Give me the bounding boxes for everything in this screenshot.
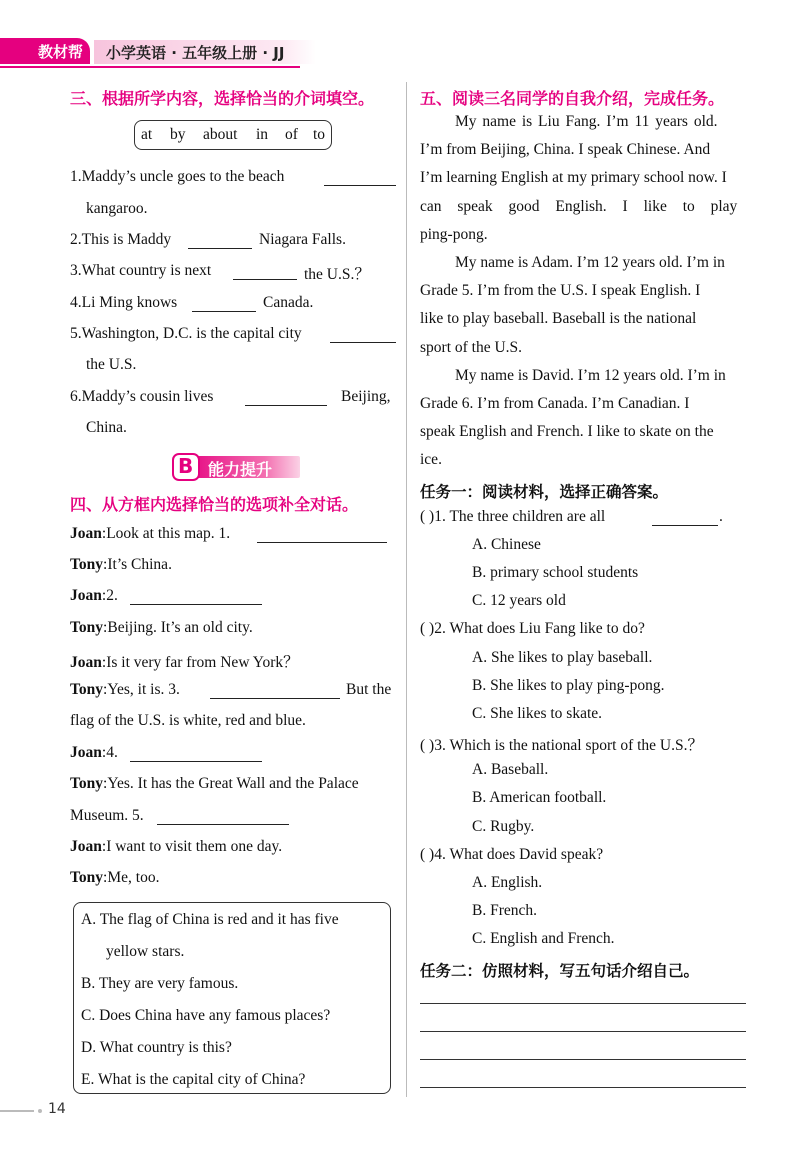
exercise-item: 2.This is Maddy xyxy=(70,231,172,248)
option-item: C. Does China have any famous places? xyxy=(81,1007,331,1024)
header-title: 小学英语 · 五年级上册 · JJ xyxy=(106,44,285,62)
answer-blank[interactable] xyxy=(130,749,262,762)
passage-line: Grade 5. I’m from the U.S. I speak English. I xyxy=(420,282,701,299)
option-item: E. What is the capital city of China? xyxy=(81,1071,306,1088)
section5-title: 五、阅读三名同学的自我介绍，完成任务。 xyxy=(420,89,725,108)
answer-blank[interactable] xyxy=(130,592,262,605)
answer-option[interactable]: B. French. xyxy=(472,902,538,919)
option-item: D. What country is this? xyxy=(81,1039,232,1056)
answer-option[interactable]: A. Chinese xyxy=(472,536,541,553)
section3-title: 三、根据所学内容，选择恰当的介词填空。 xyxy=(70,89,375,108)
word-option: about xyxy=(203,126,238,143)
answer-blank[interactable] xyxy=(245,393,327,406)
answer-option[interactable]: A. English. xyxy=(472,874,543,891)
question: ( )4. What does David speak? xyxy=(420,846,604,863)
options-box xyxy=(73,902,391,1094)
dialogue-line-cont: But the xyxy=(346,681,392,698)
exercise-item-cont: Niagara Falls. xyxy=(259,231,346,248)
passage-line: can speak good English. I like to play xyxy=(420,198,738,215)
passage-line: My name is Adam. I’m 12 years old. I’m in xyxy=(455,254,725,271)
option-item: B. They are very famous. xyxy=(81,975,239,992)
task2-title: 任务二：仿照材料，写五句话介绍自己。 xyxy=(420,962,700,980)
question-end: . xyxy=(719,508,723,525)
section4-title: 四、从方框内选择恰当的选项补全对话。 xyxy=(70,495,359,514)
passage-line: I’m learning English at my primary school now. I xyxy=(420,169,727,186)
dialogue-line: Tony:Yes. It has the Great Wall and the Palace xyxy=(70,775,359,792)
answer-blank[interactable] xyxy=(157,812,289,825)
writing-line[interactable] xyxy=(420,1003,746,1004)
dialogue-line-cont: flag of the U.S. is white, red and blue. xyxy=(70,712,306,729)
banner-label: 能力提升 xyxy=(208,460,273,479)
question: ( )2. What does Liu Fang like to do? xyxy=(420,620,645,637)
answer-option[interactable]: A. Baseball. xyxy=(472,761,549,778)
answer-option[interactable]: C. English and French. xyxy=(472,930,615,947)
word-option: at xyxy=(141,126,153,143)
passage-line: speak English and French. I like to skate on the xyxy=(420,423,714,440)
dialogue-line-cont: Museum. 5. xyxy=(70,807,144,824)
answer-option[interactable]: B. She likes to play ping-pong. xyxy=(472,677,665,694)
exercise-item-cont: China. xyxy=(86,419,127,436)
answer-option[interactable]: B. primary school students xyxy=(472,564,639,581)
exercise-item: 6.Maddy’s cousin lives xyxy=(70,388,214,405)
dialogue-line: Joan:Is it very far from New York？ xyxy=(70,654,299,671)
banner-letter: B xyxy=(178,454,194,478)
writing-line[interactable] xyxy=(420,1087,746,1088)
answer-blank[interactable] xyxy=(324,173,396,186)
dialogue-line: Tony:Me, too. xyxy=(70,869,160,886)
footer-dot xyxy=(38,1109,42,1113)
page-number: 14 xyxy=(48,1101,66,1117)
answer-option[interactable]: C. Rugby. xyxy=(472,818,535,835)
answer-blank[interactable] xyxy=(652,513,718,526)
exercise-item: 4.Li Ming knows xyxy=(70,294,178,311)
dialogue-line: Joan:4. xyxy=(70,744,118,761)
exercise-item-cont: the U.S. xyxy=(86,356,137,373)
word-option: in xyxy=(256,126,269,143)
answer-blank[interactable] xyxy=(233,267,297,280)
column-divider xyxy=(406,82,407,1097)
word-box xyxy=(134,120,332,150)
dialogue-line: Joan:Look at this map. 1. xyxy=(70,525,231,542)
dialogue-line: Joan:I want to visit them one day. xyxy=(70,838,283,855)
answer-blank[interactable] xyxy=(210,686,340,699)
dialogue-line: Tony:Yes, it is. 3. xyxy=(70,681,180,698)
word-option: by xyxy=(170,126,186,143)
exercise-item: 3.What country is next xyxy=(70,262,212,279)
passage-line: ice. xyxy=(420,451,442,468)
answer-option[interactable]: B. American football. xyxy=(472,789,607,806)
passage-line: My name is David. I’m 12 years old. I’m in xyxy=(455,367,726,384)
dialogue-line: Tony:Beijing. It’s an old city. xyxy=(70,619,253,636)
task1-title: 任务一：阅读材料，选择正确答案。 xyxy=(420,483,669,501)
question: ( )3. Which is the national sport of the U.S.？ xyxy=(420,737,703,754)
option-item: A. The flag of China is red and it has five xyxy=(81,911,339,928)
footer-rule xyxy=(0,1110,34,1112)
answer-blank[interactable] xyxy=(330,330,396,343)
option-item-cont: yellow stars. xyxy=(106,943,185,960)
exercise-item: 1.Maddy’s uncle goes to the beach xyxy=(70,168,285,185)
passage-line: sport of the U.S. xyxy=(420,339,523,356)
header-badge-text: 教材帮 xyxy=(38,43,84,61)
passage-line: My name is Liu Fang. I’m 11 years old. xyxy=(455,113,718,130)
answer-blank[interactable] xyxy=(257,530,387,543)
exercise-item-cont: Beijing, xyxy=(341,388,391,405)
writing-line[interactable] xyxy=(420,1059,746,1060)
answer-option[interactable]: A. She likes to play baseball. xyxy=(472,649,653,666)
exercise-item-cont: Canada. xyxy=(263,294,314,311)
exercise-item-cont: the U.S.？ xyxy=(304,266,370,283)
question: ( )1. The three children are all xyxy=(420,508,606,525)
dialogue-line: Tony:It’s China. xyxy=(70,556,172,573)
word-option: to xyxy=(313,126,326,143)
dialogue-line: Joan:2. xyxy=(70,587,118,604)
passage-line: I’m from Beijing, China. I speak Chinese. And xyxy=(420,141,711,158)
header-band xyxy=(0,38,320,68)
word-option: of xyxy=(285,126,298,143)
answer-option[interactable]: C. 12 years old xyxy=(472,592,566,609)
answer-blank[interactable] xyxy=(192,299,256,312)
passage-line: like to play baseball. Baseball is the national xyxy=(420,310,697,327)
answer-option[interactable]: C. She likes to skate. xyxy=(472,705,603,722)
passage-line: ping-pong. xyxy=(420,226,488,243)
exercise-item: 5.Washington, D.C. is the capital city xyxy=(70,325,302,342)
section-b-banner xyxy=(172,453,300,481)
answer-blank[interactable] xyxy=(188,236,252,249)
exercise-item-cont: kangaroo. xyxy=(86,200,148,217)
passage-line: Grade 6. I’m from Canada. I’m Canadian. I xyxy=(420,395,690,412)
writing-line[interactable] xyxy=(420,1031,746,1032)
header-underline xyxy=(0,66,300,68)
